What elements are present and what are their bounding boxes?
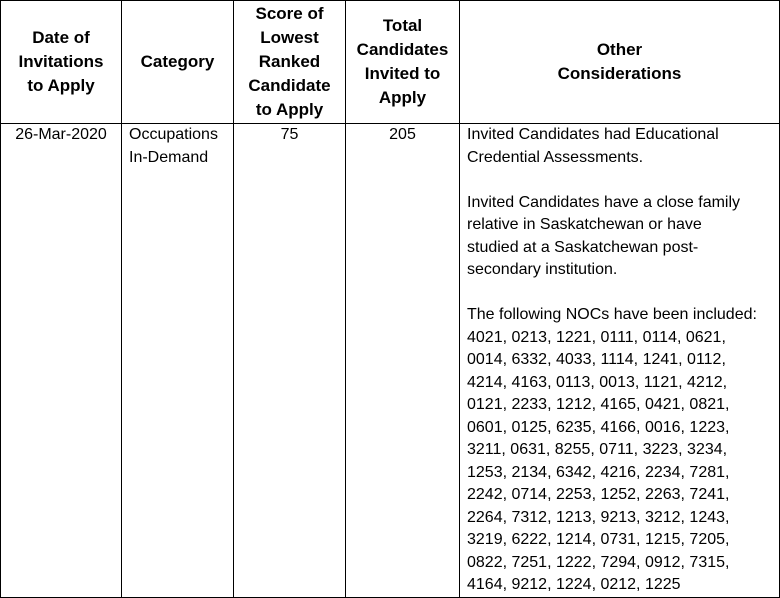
header-score: [234, 1, 346, 124]
header-total: [346, 1, 460, 124]
cell-considerations: Invited Candidates had Educational Credential Assessments. Invited Candidates have a close family relative in Saskatchewan or have studied at a Saskatchewan post- secondary institution. The following NOCs have been included: 4021, 0213, 1221, 0111, 0114, 0621, 0014, 6332, 4033, 1114, 1241, 0112, 4214, 4163, 0113, 0013, 1121, 4212, 0121, 2233, 1212, 4165, 0421, 0821, 0601, 0125, 6235, 4166, 0016, 1223, 3211, 0631, 8255, 0711, 3223, 3234, 1253, 2134, 6342, 4216, 2234, 7281, 2242, 0714, 2253, 1252, 2263, 7241, 2264, 7312, 1213, 9213, 3212, 1243, 3219, 6222, 1214, 0731, 1215, 7205, 0822, 7251, 1222, 7294, 0912, 7315, 4164, 9212, 1224, 0212, 1225: [460, 124, 780, 598]
header-considerations: [460, 1, 780, 124]
header-date-line: Invitations: [18, 52, 104, 71]
header-date-line: to Apply: [27, 76, 95, 95]
header-date-line: Date of: [32, 28, 90, 47]
header-considerations-line: Other: [596, 40, 643, 59]
header-score-line: Score of: [255, 4, 324, 23]
header-category: [122, 1, 234, 124]
table-row: [1, 124, 780, 598]
cell-category-line: Occupations: [129, 126, 218, 143]
cell-total: 205: [346, 124, 460, 598]
cell-category-line: In-Demand: [129, 148, 209, 166]
header-score-line: to Apply: [255, 100, 324, 119]
header-category-line: Category: [140, 52, 215, 71]
header-total-line: Invited to: [364, 64, 441, 83]
cell-category: [122, 124, 234, 598]
header-considerations-line: Considerations: [557, 64, 682, 83]
cell-date: 26-Mar-2020: [1, 124, 122, 598]
header-date: [1, 1, 122, 124]
header-total-line: Total: [382, 16, 423, 35]
header-row: [1, 1, 780, 124]
header-score-line: Ranked: [258, 52, 321, 71]
header-score-line: Candidate: [248, 76, 331, 95]
header-score-line: Lowest: [260, 28, 319, 47]
cell-score: 75: [234, 124, 346, 598]
header-total-line: Candidates: [356, 40, 449, 59]
header-total-line: Apply: [378, 88, 427, 107]
